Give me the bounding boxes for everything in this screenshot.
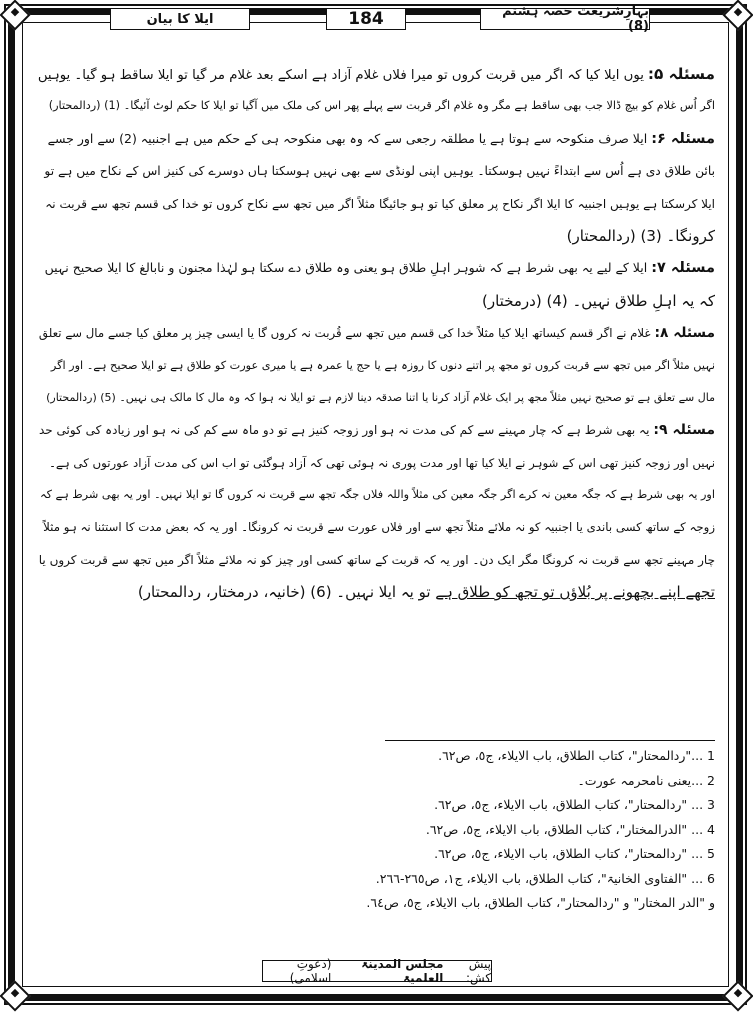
line-text: زوجہ کے ساتھ کسی باندی یا اجنبیہ کو نہ ملائے مثلاً تجھ سے اور فلاں عورت سے قربت نہ کرونگا۔ اور یہ کہ بعض مدت کا استثنا نہ ہو مثلاً [43, 520, 715, 535]
line-text: ایلا کے لیے یہ بھی شرط ہے کہ شوہر اہلِ طلاق ہو یعنی وہ طلاق دے سکتا ہو لہٰذا مجنون و نابالغ کا ایلا صحیح نہیں [44, 260, 648, 276]
text-line [38, 317, 715, 349]
masala-heading: مسئلہ ۸: [654, 325, 715, 342]
page-number: 184 [326, 8, 406, 30]
line-text: بائن طلاق دی ہے اُس سے ابتداءً نہیں ہوسکتا۔ یوہیں اپنی لونڈی سے بھی نہیں ہوسکتا ہاں دوسرے کی کنیز اس کے نکاح میں ہے تو [44, 164, 715, 179]
text-line [38, 479, 715, 511]
footer-prefix: پیش کش: [465, 957, 491, 985]
text-line [38, 576, 715, 608]
footnote: 1 ..."ردالمحتار"، کتاب الطلاق، باب الایلاء، ج٥، ص٦٢. [385, 740, 715, 769]
line-text: اور یہ بھی شرط ہے کہ جگہ معین نہ کرے اگر جگہ معین کی مثلاً واللہ فلاں جگہ تجھ سے قربت نہ کروں گا تو ایلا نہیں۔ اور یہ بھی شرط ہے کہ [39, 488, 715, 502]
text-line [38, 414, 715, 446]
line-text: یہ بھی شرط ہے کہ چار مہینے سے کم کی مدت نہ ہو اور زوجہ کنیز ہے تو دو ماہ سے کم کی نہ ہو اور زیادہ کی کوئی حد [38, 423, 650, 438]
line-text: مال سے تعلق ہے تو صحیح نہیں مثلاً مجھ پر ایک غلام آزاد کرنا یا اتنا صدقہ دینا لازم ہے تو ایلا نہ ہوا کہ وہ مال کا مالک ہی نہیں۔ (5) (ردالمحتار) [46, 390, 715, 404]
line-text: ایلا صرف منکوحہ سے ہوتا ہے یا مطلقہ رجعی سے کہ وہ بھی منکوحہ ہی کے حکم میں ہے اجنبیہ (2) سے اور جسے [47, 130, 648, 146]
masala-heading: مسئلہ ۵: [647, 65, 715, 83]
text-line [38, 220, 715, 252]
masala-heading: مسئلہ ۹: [653, 422, 715, 439]
footnotes [55, 740, 715, 916]
footnote: و "الدر المختار" و "ردالمحتار"، کتاب الطلاق، باب الایلاء، ج٥، ص٦٤. [366, 895, 715, 910]
footer-suffix: (دعوتِ اسلامی) [289, 957, 332, 985]
text-line [38, 544, 715, 576]
line-text: غلام نے اگر قسم کیساتھ ایلا کیا مثلاً خدا کی قسم میں تجھ سے قُربت نہ کروں گا یا ایسی چیز پر معلق کیا جسے مال سے تعلق [38, 326, 651, 341]
masala-heading: مسئلہ ۷: [651, 260, 715, 277]
line-text: نہیں مثلاً اگر میں تجھ سے قربت کروں تو مجھ پر اتنے دنوں کا روزہ ہے یا حج یا عمرہ ہے یا میری عورت کو طلاق ہے تو ایلا صحیح ہے۔ اور اگر [50, 358, 715, 372]
line-text: چار مہینے تجھ سے قربت نہ کرونگا مگر ایک دن۔ اور یہ کہ قربت کے ساتھ کسی اور چیز کو نہ ملائے مثلاً اگر میں تجھ سے قربت کروں یا [38, 552, 715, 567]
text-line [38, 447, 715, 479]
text-line [38, 350, 715, 382]
text-line [38, 188, 715, 220]
line-text: نہیں اور زوجہ کنیز تھی اس کے شوہر نے ایلا کیا تھا اور مدت پوری نہ ہوئی تھی کہ آزاد ہوگئی تو اب اس کی مدت آزاد عورتوں کی ہے۔ [49, 455, 715, 470]
body-text [38, 58, 715, 609]
masala-heading: مسئلہ ۶: [651, 130, 715, 147]
underlined-text: تجھے اپنے بچھونے پر بُلاؤں تو تجھ کو طلاق ہے [435, 583, 715, 602]
line-text: یوں ایلا کیا کہ اگر میں قربت کروں تو میرا فلاں غلام آزاد ہے اسکے بعد غلام مر گیا تو ایلا ساقط ہو گیا۔ یوہیں [38, 68, 644, 83]
page-header [0, 4, 753, 34]
line-text: کہ یہ اہلِ طلاق نہیں۔ (4) (درمختار) [482, 291, 715, 310]
text-line [38, 382, 715, 414]
line-text: اگر اُس غلام کو بیچ ڈالا جب بھی ساقط ہے مگر وہ غلام اگر قربت سے پہلے پھر اس کی ملک میں آگیا تو ایلا کا حکم لوٹ آئیگا۔ (1) (ردالمحتار) [48, 99, 715, 113]
page-footer [262, 957, 492, 985]
line-text: تو یہ ایلا نہیں۔ (6) (خانیہ، درمختار، ردالمحتار) [137, 583, 431, 602]
text-line [38, 123, 715, 155]
line-text: کرونگا۔ (3) (ردالمحتار) [566, 226, 715, 245]
book-title: بہارِشریعت حصہ ہشتم (8) [480, 8, 650, 30]
chapter-title: ایلا کا بیان [110, 8, 250, 30]
footer-publisher: مجلس المدینۃ العلمیۃ [361, 957, 444, 985]
footnote: 4 ... "الدرالمختار"، کتاب الطلاق، باب الایلاء، ج٥، ص٦٢. [425, 821, 715, 837]
footnote: 6 ... "الفتاوی الخانیۃ"، کتاب الطلاق، باب الایلاء، ج١، ص٢٦٥-٢٦٦. [375, 870, 715, 886]
text-line [38, 511, 715, 543]
text-line [38, 252, 715, 284]
footnote: 5 ... "ردالمحتار"، کتاب الطلاق، باب الایلاء، ج٥، ص٦٢. [434, 846, 715, 861]
line-text: ایلا کرسکتا ہے یوہیں اجنبیہ کا ایلا اگر نکاح پر معلق کیا تو ہو جائیگا مثلاً اگر میں تجھ سے نکاح کروں تو خدا کی قسم تجھ سے قربت نہ [45, 196, 715, 211]
text-line [38, 58, 715, 90]
footnote: 2 ...یعنی نامحرمہ عورت۔ [577, 772, 715, 788]
text-line [38, 285, 715, 317]
text-line [38, 90, 715, 122]
text-line [38, 155, 715, 187]
footnote: 3 ... "ردالمحتار"، کتاب الطلاق، باب الایلاء، ج٥، ص٦٢. [434, 797, 715, 812]
